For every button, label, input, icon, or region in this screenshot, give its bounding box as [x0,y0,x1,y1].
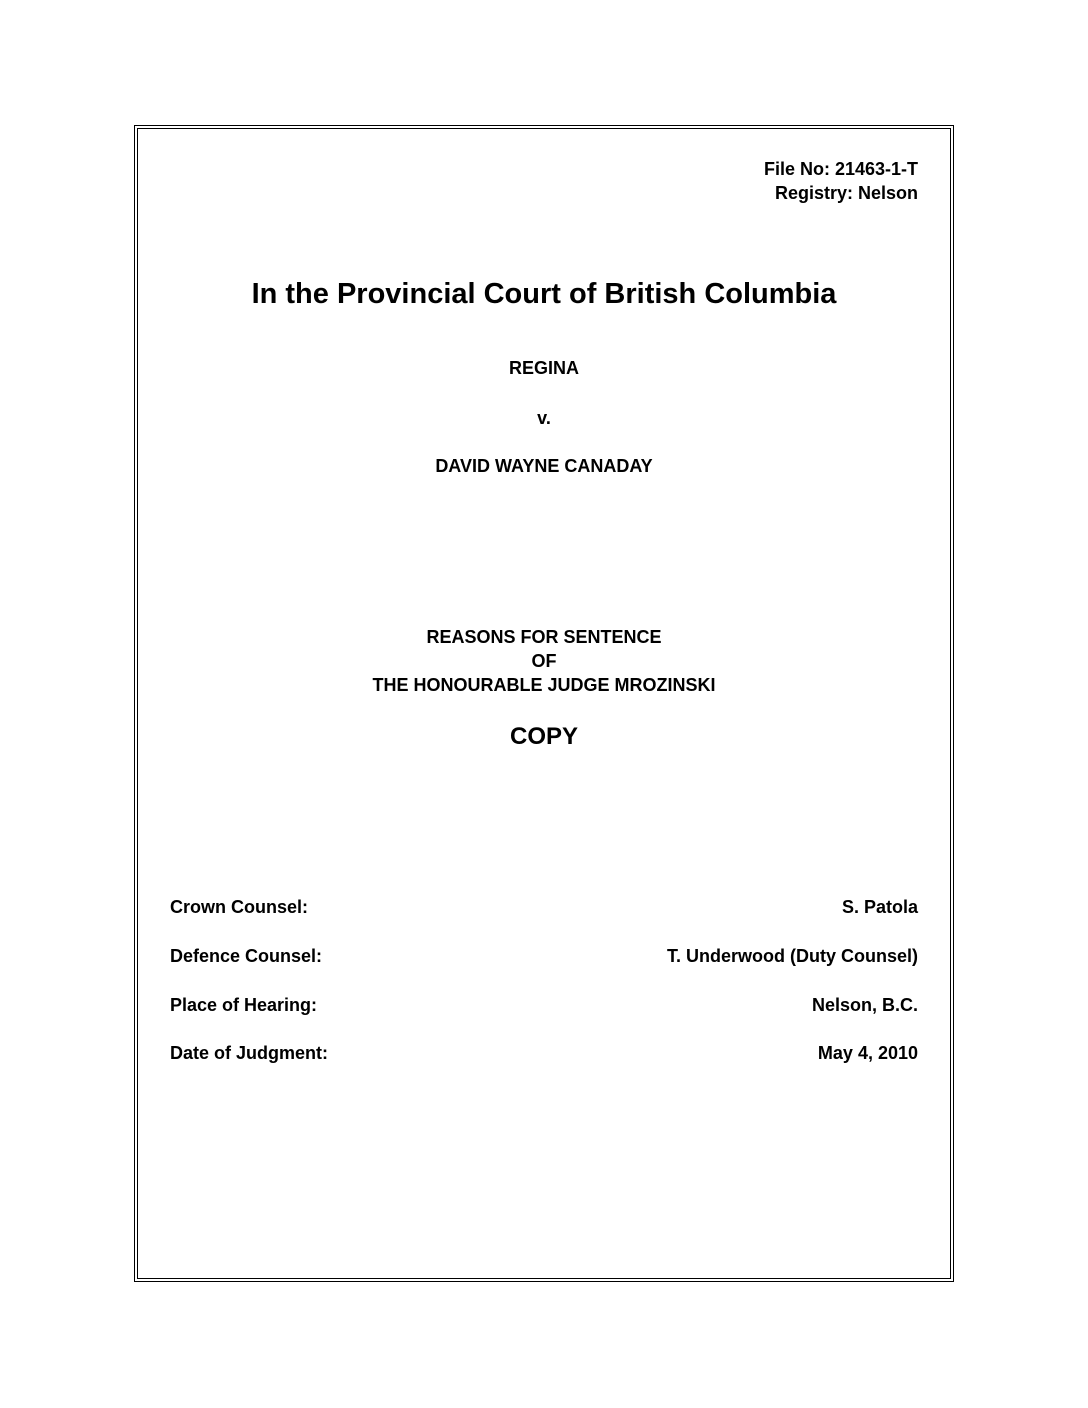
detail-row-date-of-judgment [170,1041,918,1065]
reasons-line-3: THE HONOURABLE JUDGE MROZINSKI [372,675,716,695]
detail-row-crown-counsel [170,895,918,919]
party-crown: REGINA [508,358,579,378]
detail-label: Crown Counsel: [170,897,308,917]
detail-label: Defence Counsel: [170,946,323,966]
detail-value: T. Underwood (Duty Counsel) [667,946,918,966]
detail-value: May 4, 2010 [817,1043,918,1063]
reasons-heading [137,625,951,697]
party-accused: DAVID WAYNE CANADAY [435,456,653,476]
court-title: In the Provincial Court of British Columbia [251,278,837,310]
detail-row-defence-counsel [170,944,918,968]
detail-label: Date of Judgment: [170,1043,329,1063]
detail-value: S. Patola [841,897,918,917]
file-info [764,157,918,205]
registry: Registry: Nelson [774,183,918,203]
detail-value: Nelson, B.C. [811,995,918,1015]
file-number: File No: 21463-1-T [763,159,918,179]
reasons-line-1: REASONS FOR SENTENCE [426,627,662,647]
reasons-line-2: OF [531,651,557,671]
detail-row-place-of-hearing [170,993,918,1017]
copy-label: COPY [509,723,578,750]
versus: v. [537,408,551,428]
detail-label: Place of Hearing: [170,995,318,1015]
